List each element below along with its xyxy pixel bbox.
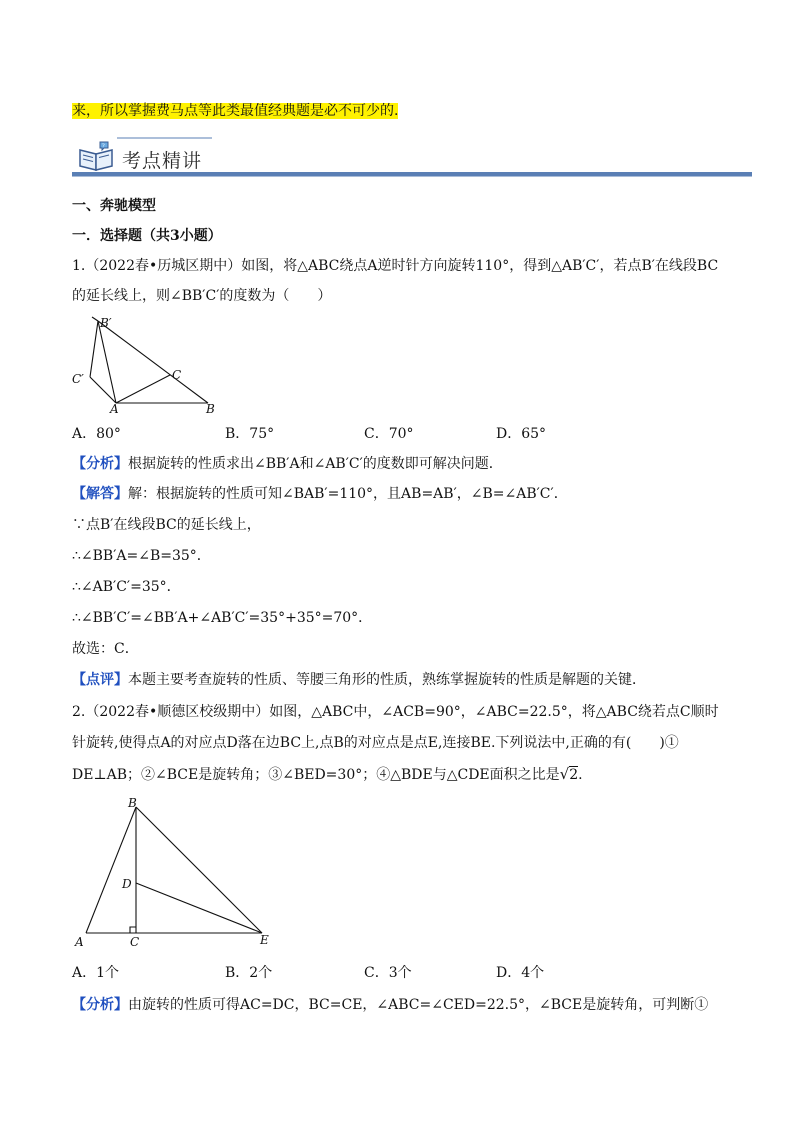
q2-label-d: D <box>122 877 132 891</box>
q1-line1: 1.（2022春•历城区期中）如图，将△ABC绕点A逆时针方向旋转110°，得到△AB′C′，若点B′在线段BC <box>72 258 719 274</box>
q1-analysis-tag: 【分析】 <box>72 456 128 472</box>
q1-solution-line1 <box>72 484 568 504</box>
q1-solution-line4: ∴∠AB′C′=35°． <box>72 579 181 595</box>
q2-label-b: B <box>128 796 137 810</box>
q1-label-c-prime: C′ <box>72 372 84 386</box>
q2-analysis-tag: 【分析】 <box>72 997 128 1013</box>
book-icon <box>78 140 118 172</box>
q1-solution-tag: 【解答】 <box>72 486 128 502</box>
q1-figure <box>68 313 228 418</box>
q2-option-b: B．2个 <box>225 965 273 981</box>
q2-line3-text: DE⊥AB；②∠BCE是旋转角；③∠BED=30°；④△BDE与△CDE面积之比是 <box>72 767 560 783</box>
q1-seg-a-c <box>116 375 170 403</box>
q1-option-a: A．80° <box>72 426 121 442</box>
q2-line2: 针旋转,使得点A的对应点D落在边BC上,点B的对应点是点E,连接BE.下列说法中,正确的有( )① <box>72 735 679 751</box>
q2-seg-d-e <box>136 883 262 933</box>
q1-analysis-text: 根据旋转的性质求出∠BB′A和∠AB′C′的度数即可解决问题． <box>128 456 503 472</box>
q2-figure <box>72 795 282 955</box>
q2-line1: 2.（2022春•顺德区校级期中）如图，△ABC中，∠ACB=90°，∠ABC=22.5°，将△ABC绕若点C顺时 <box>72 704 719 720</box>
q1-option-d: D．65° <box>496 426 547 442</box>
svg-text:?: ? <box>102 143 105 149</box>
q1-seg-bp-a <box>98 321 116 403</box>
q2-seg-e-b <box>136 807 262 933</box>
sqrt-sign: √ <box>559 765 570 783</box>
q2-label-c: C <box>130 935 140 949</box>
q1-seg-cp-a <box>90 377 116 403</box>
q2-analysis <box>72 995 708 1015</box>
q1-option-c: C．70° <box>364 426 414 442</box>
q2-line3 <box>72 764 583 785</box>
section-banner <box>72 132 752 180</box>
q2-sqrt-radicand: 2 <box>569 767 579 783</box>
q1-solution-line2: ∵点B′在线段BC的延长线上， <box>72 517 261 533</box>
q1-label-c: C <box>172 368 182 382</box>
q2-option-a: A．1个 <box>72 965 120 981</box>
sub-heading: 一．选择题（共3小题） <box>72 228 222 244</box>
q1-seg-b-bp <box>98 321 208 403</box>
q1-solution-line3: ∴∠BB′A=∠B=35°． <box>72 548 211 564</box>
q2-right-angle-mark <box>130 927 136 933</box>
q1-solution-text-0: 解：根据旋转的性质可知∠BAB′=110°，且AB=AB′，∠B=∠AB′C′． <box>128 486 568 502</box>
section-heading: 一、奔驰模型 <box>72 198 156 214</box>
q1-solution-line6: 故选：C． <box>72 641 139 657</box>
q1-solution-line5: ∴∠BB′C′=∠BB′A+∠AB′C′=35°+35°=70°． <box>72 610 373 626</box>
banner-title: 考点精讲 <box>122 150 203 172</box>
q1-comment-tag: 【点评】 <box>72 672 128 688</box>
q2-analysis-text: 由旋转的性质可得AC=DC，BC=CE，∠ABC=∠CED=22.5°，∠BCE是旋转角，可判断① <box>128 997 709 1013</box>
q2-label-a: A <box>75 935 84 949</box>
q2-option-c: C．3个 <box>364 965 412 981</box>
q2-seg-b-a <box>86 807 136 933</box>
q1-comment-text: 本题主要考查旋转的性质、等腰三角形的性质，熟练掌握旋转的性质是解题的关键． <box>128 672 646 688</box>
q1-label-a: A <box>110 402 119 416</box>
q2-label-e: E <box>260 933 269 947</box>
q1-label-b: B <box>206 402 215 416</box>
q1-option-b: B．75° <box>225 426 275 442</box>
q2-line3-end: . <box>578 767 583 783</box>
intro-highlight: 来，所以掌握费马点等此类最值经典题是必不可少的. <box>72 103 399 119</box>
q1-analysis <box>72 454 503 474</box>
intro-line <box>72 101 398 121</box>
q1-seg-ext <box>92 317 98 321</box>
q1-comment <box>72 670 646 690</box>
q1-line2: 的延长线上，则∠BB′C′的度数为（ ） <box>72 288 332 304</box>
q1-seg-bp-cp <box>90 321 98 377</box>
q2-option-d: D．4个 <box>496 965 545 981</box>
q1-label-b-prime: B′ <box>100 316 112 330</box>
